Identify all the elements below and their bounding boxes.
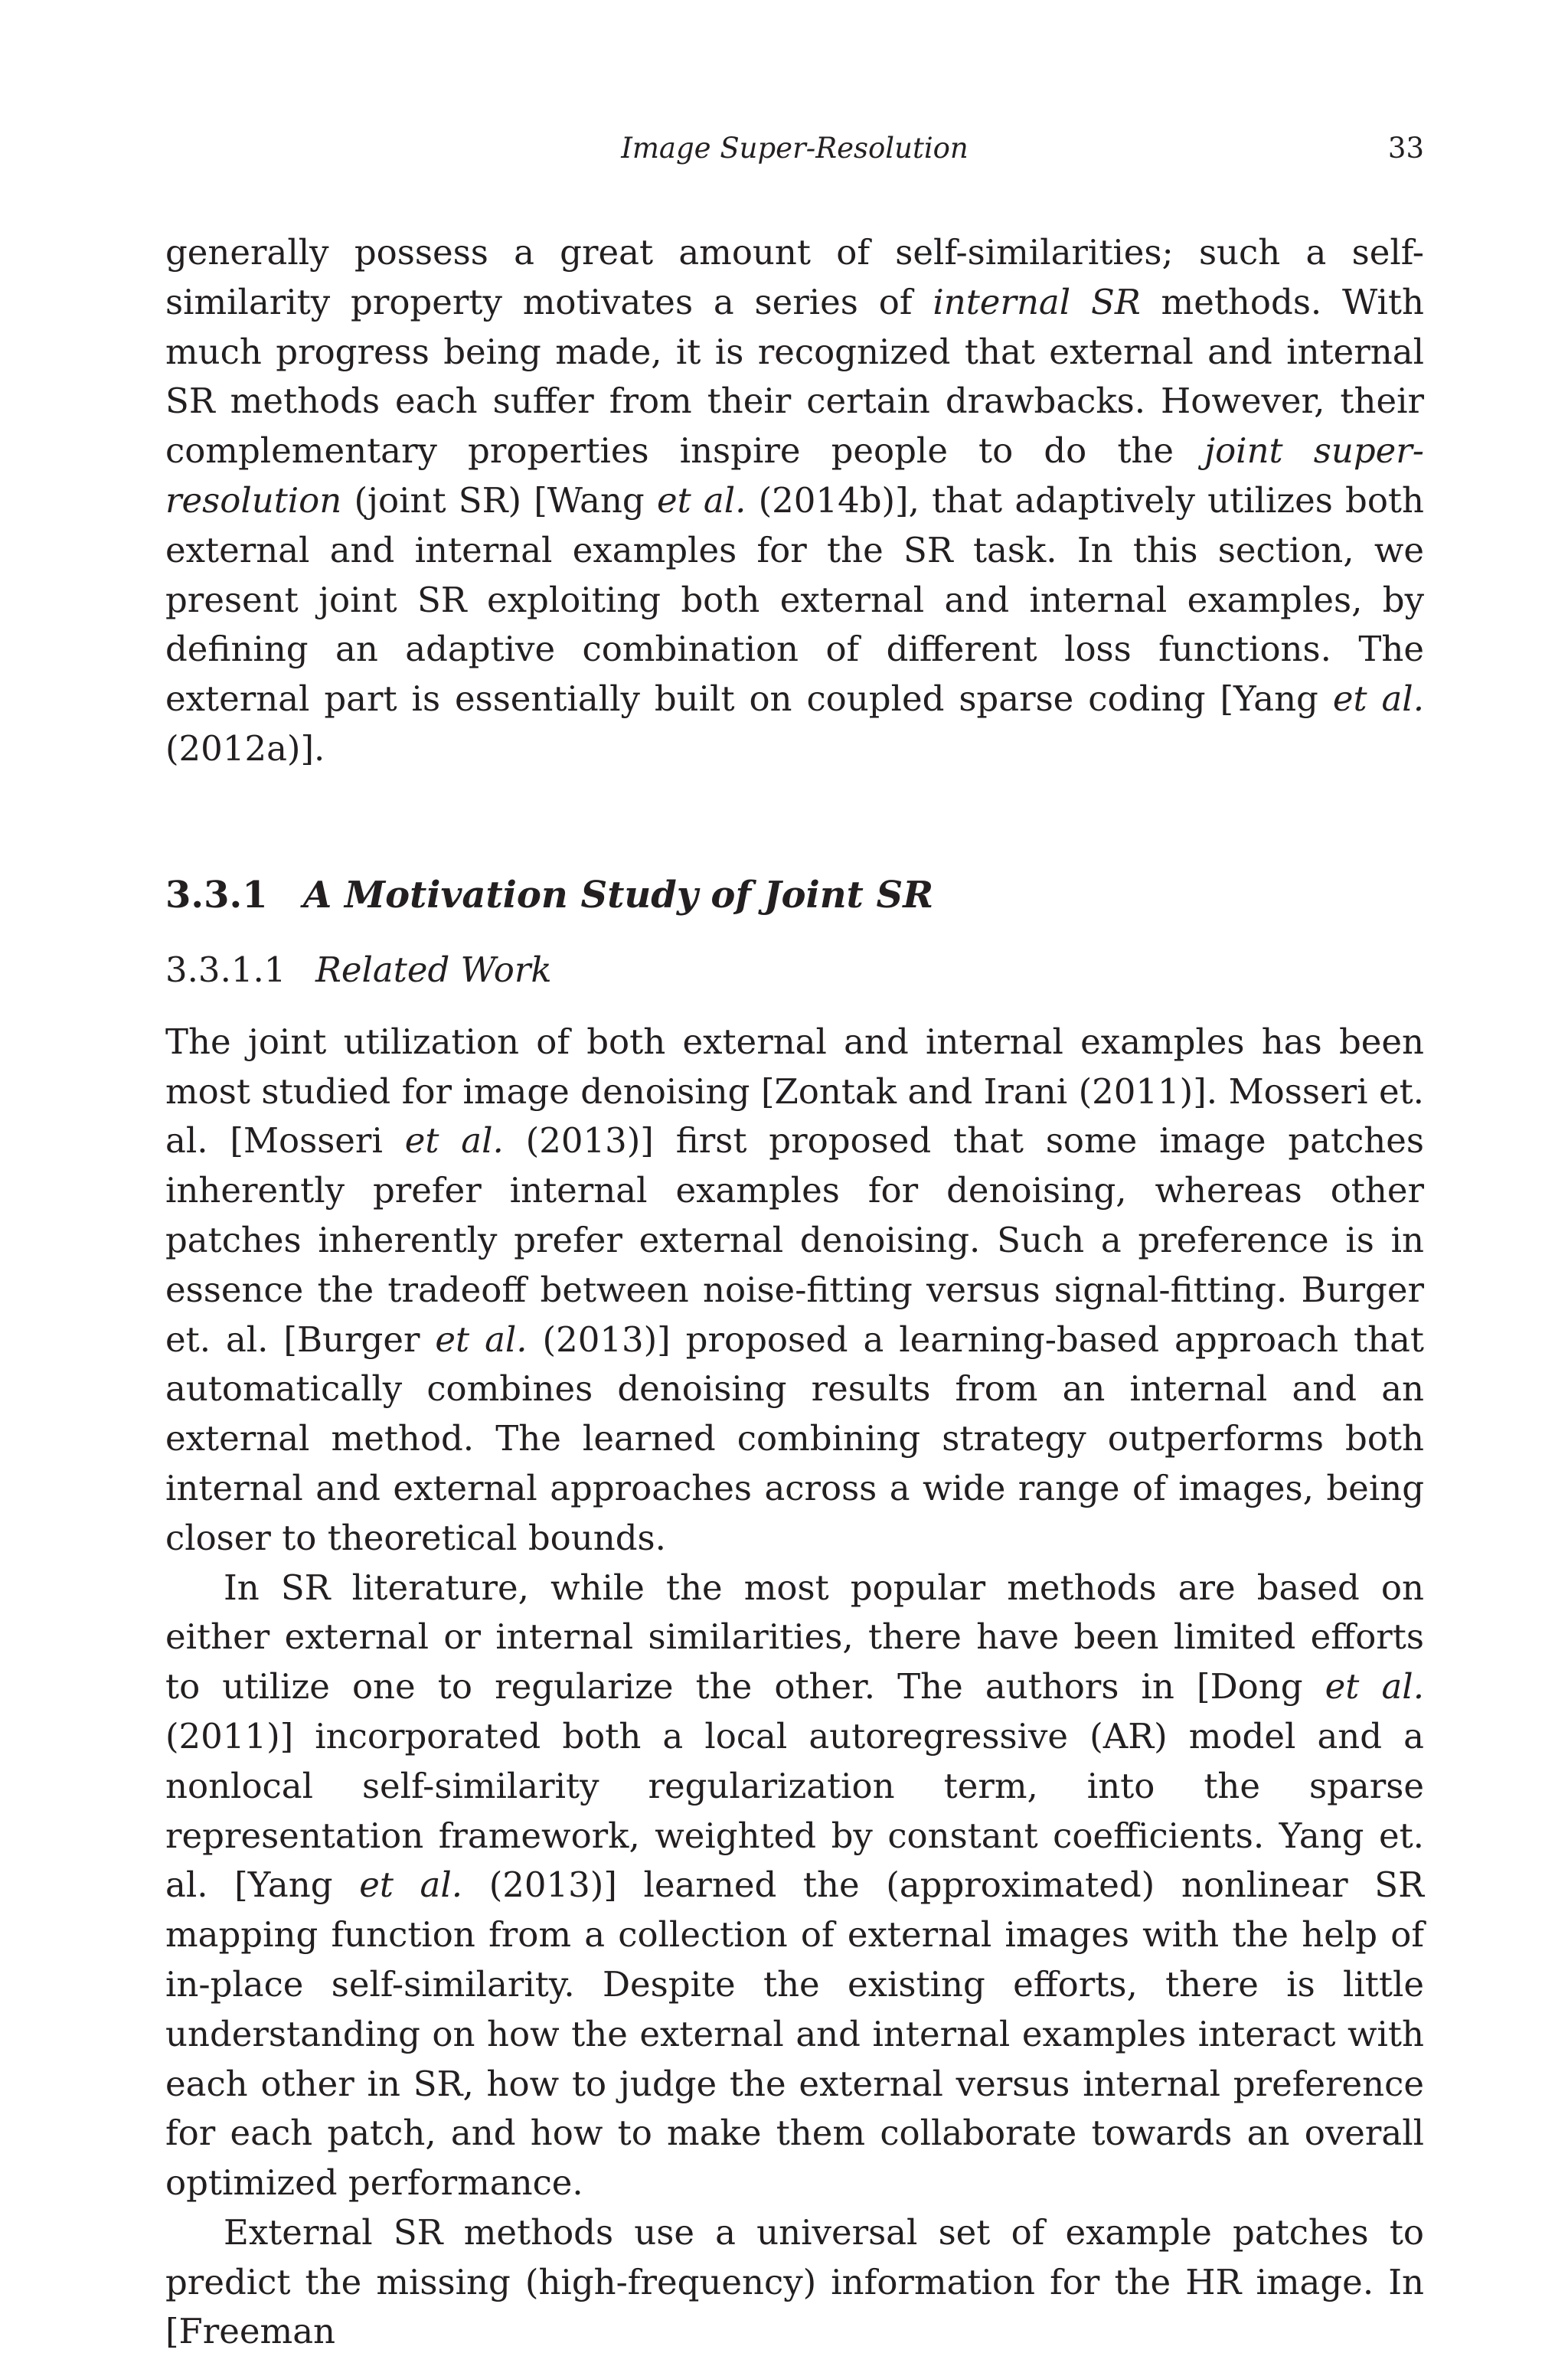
emphasis: et al.: [1332, 678, 1424, 720]
section-number: 3.3.1: [165, 873, 268, 917]
text-run: methods. With much progress being made, it is recognized that external and internal SR methods each suffer from their certain drawbacks. However, their complementary properties inspire people to do the: [165, 281, 1424, 472]
body-paragraph: [165, 1564, 1424, 2208]
text-run: The joint utilization of both external and internal examples has been most studied for image denoising [Zontak and Irani (2011)]. Mosseri et. al. [Mosseri: [165, 1021, 1424, 1162]
emphasis: internal SR: [933, 281, 1141, 322]
emphasis: et al.: [404, 1120, 504, 1162]
text-run: (2013)] proposed a learning-based approach that automatically combines denoising results from an internal and an external method. The learned combining strategy outperforms both internal and external approaches across a wide range of images, being closer to theoretical bounds.: [165, 1319, 1424, 1558]
subsection-title: Related Work: [315, 949, 552, 990]
running-header: [165, 127, 1424, 170]
running-title: Image Super-Resolution: [621, 132, 969, 165]
emphasis: et al.: [359, 1864, 463, 1906]
text-run: (2013)] learned the (approximated) nonlinear SR mapping function from a collection of external images with the help of in-place self-similarity. Despite the existing efforts, there is little understanding on how the external and internal examples interact with each other in SR, how to judge the external versus internal preference for each patch, and how to make them collaborate towards an overall optimized performance.: [165, 1864, 1424, 2204]
text-run: (2012a)].: [165, 727, 325, 769]
text-run: (2011)] incorporated both a local autoregressive (AR) model and a nonlocal self-similarity regularization term, into the sparse representation framework, weighted by constant coefficients. Yang et. al. [Yang: [165, 1715, 1424, 1906]
text-run: External SR methods use a universal set of example patches to predict the missing (high-frequency) information for the HR image. In [Freeman: [165, 2211, 1424, 2352]
intro-paragraph: [165, 228, 1424, 774]
main-text: [165, 228, 1424, 2357]
section-heading: [165, 871, 1424, 920]
body-paragraph: [165, 2208, 1424, 2357]
text-run: (2014b)], that adaptively utilizes both external and internal examples for the SR task. In this section, we present joint SR exploiting both external and internal examples, by defining an adaptive combination of different loss functions. The external part is essentially built on coupled sparse coding [Yang: [165, 479, 1424, 720]
body-paragraph: [165, 1018, 1424, 1564]
page-number: 33: [1387, 132, 1424, 165]
section-title: A Motivation Study of Joint SR: [303, 873, 934, 917]
text-run: (2013)] first proposed that some image patches inherently prefer internal examples for denoising, whereas other patches inherently prefer external denoising. Such a preference is in essence the tradeoff between noise-fitting versus signal-fitting. Burger et. al. [Burger: [165, 1120, 1424, 1360]
emphasis: et al.: [1325, 1666, 1425, 1708]
emphasis: et al.: [656, 479, 746, 521]
subsection-number: 3.3.1.1: [165, 949, 286, 990]
emphasis: et al.: [435, 1319, 528, 1360]
subsection-heading: [165, 946, 1424, 995]
text-run: generally possess a great amount of self-similarities; such a self-similarity property motivates a series of: [165, 232, 1424, 322]
emphasis: joint super-resolution: [165, 430, 1424, 521]
text-run: In SR literature, while the most popular methods are based on either external or internal similarities, there have been limited efforts to utilize one to regularize the other. The authors in [Dong: [165, 1567, 1424, 1708]
text-run: (joint SR) [Wang: [341, 479, 657, 521]
